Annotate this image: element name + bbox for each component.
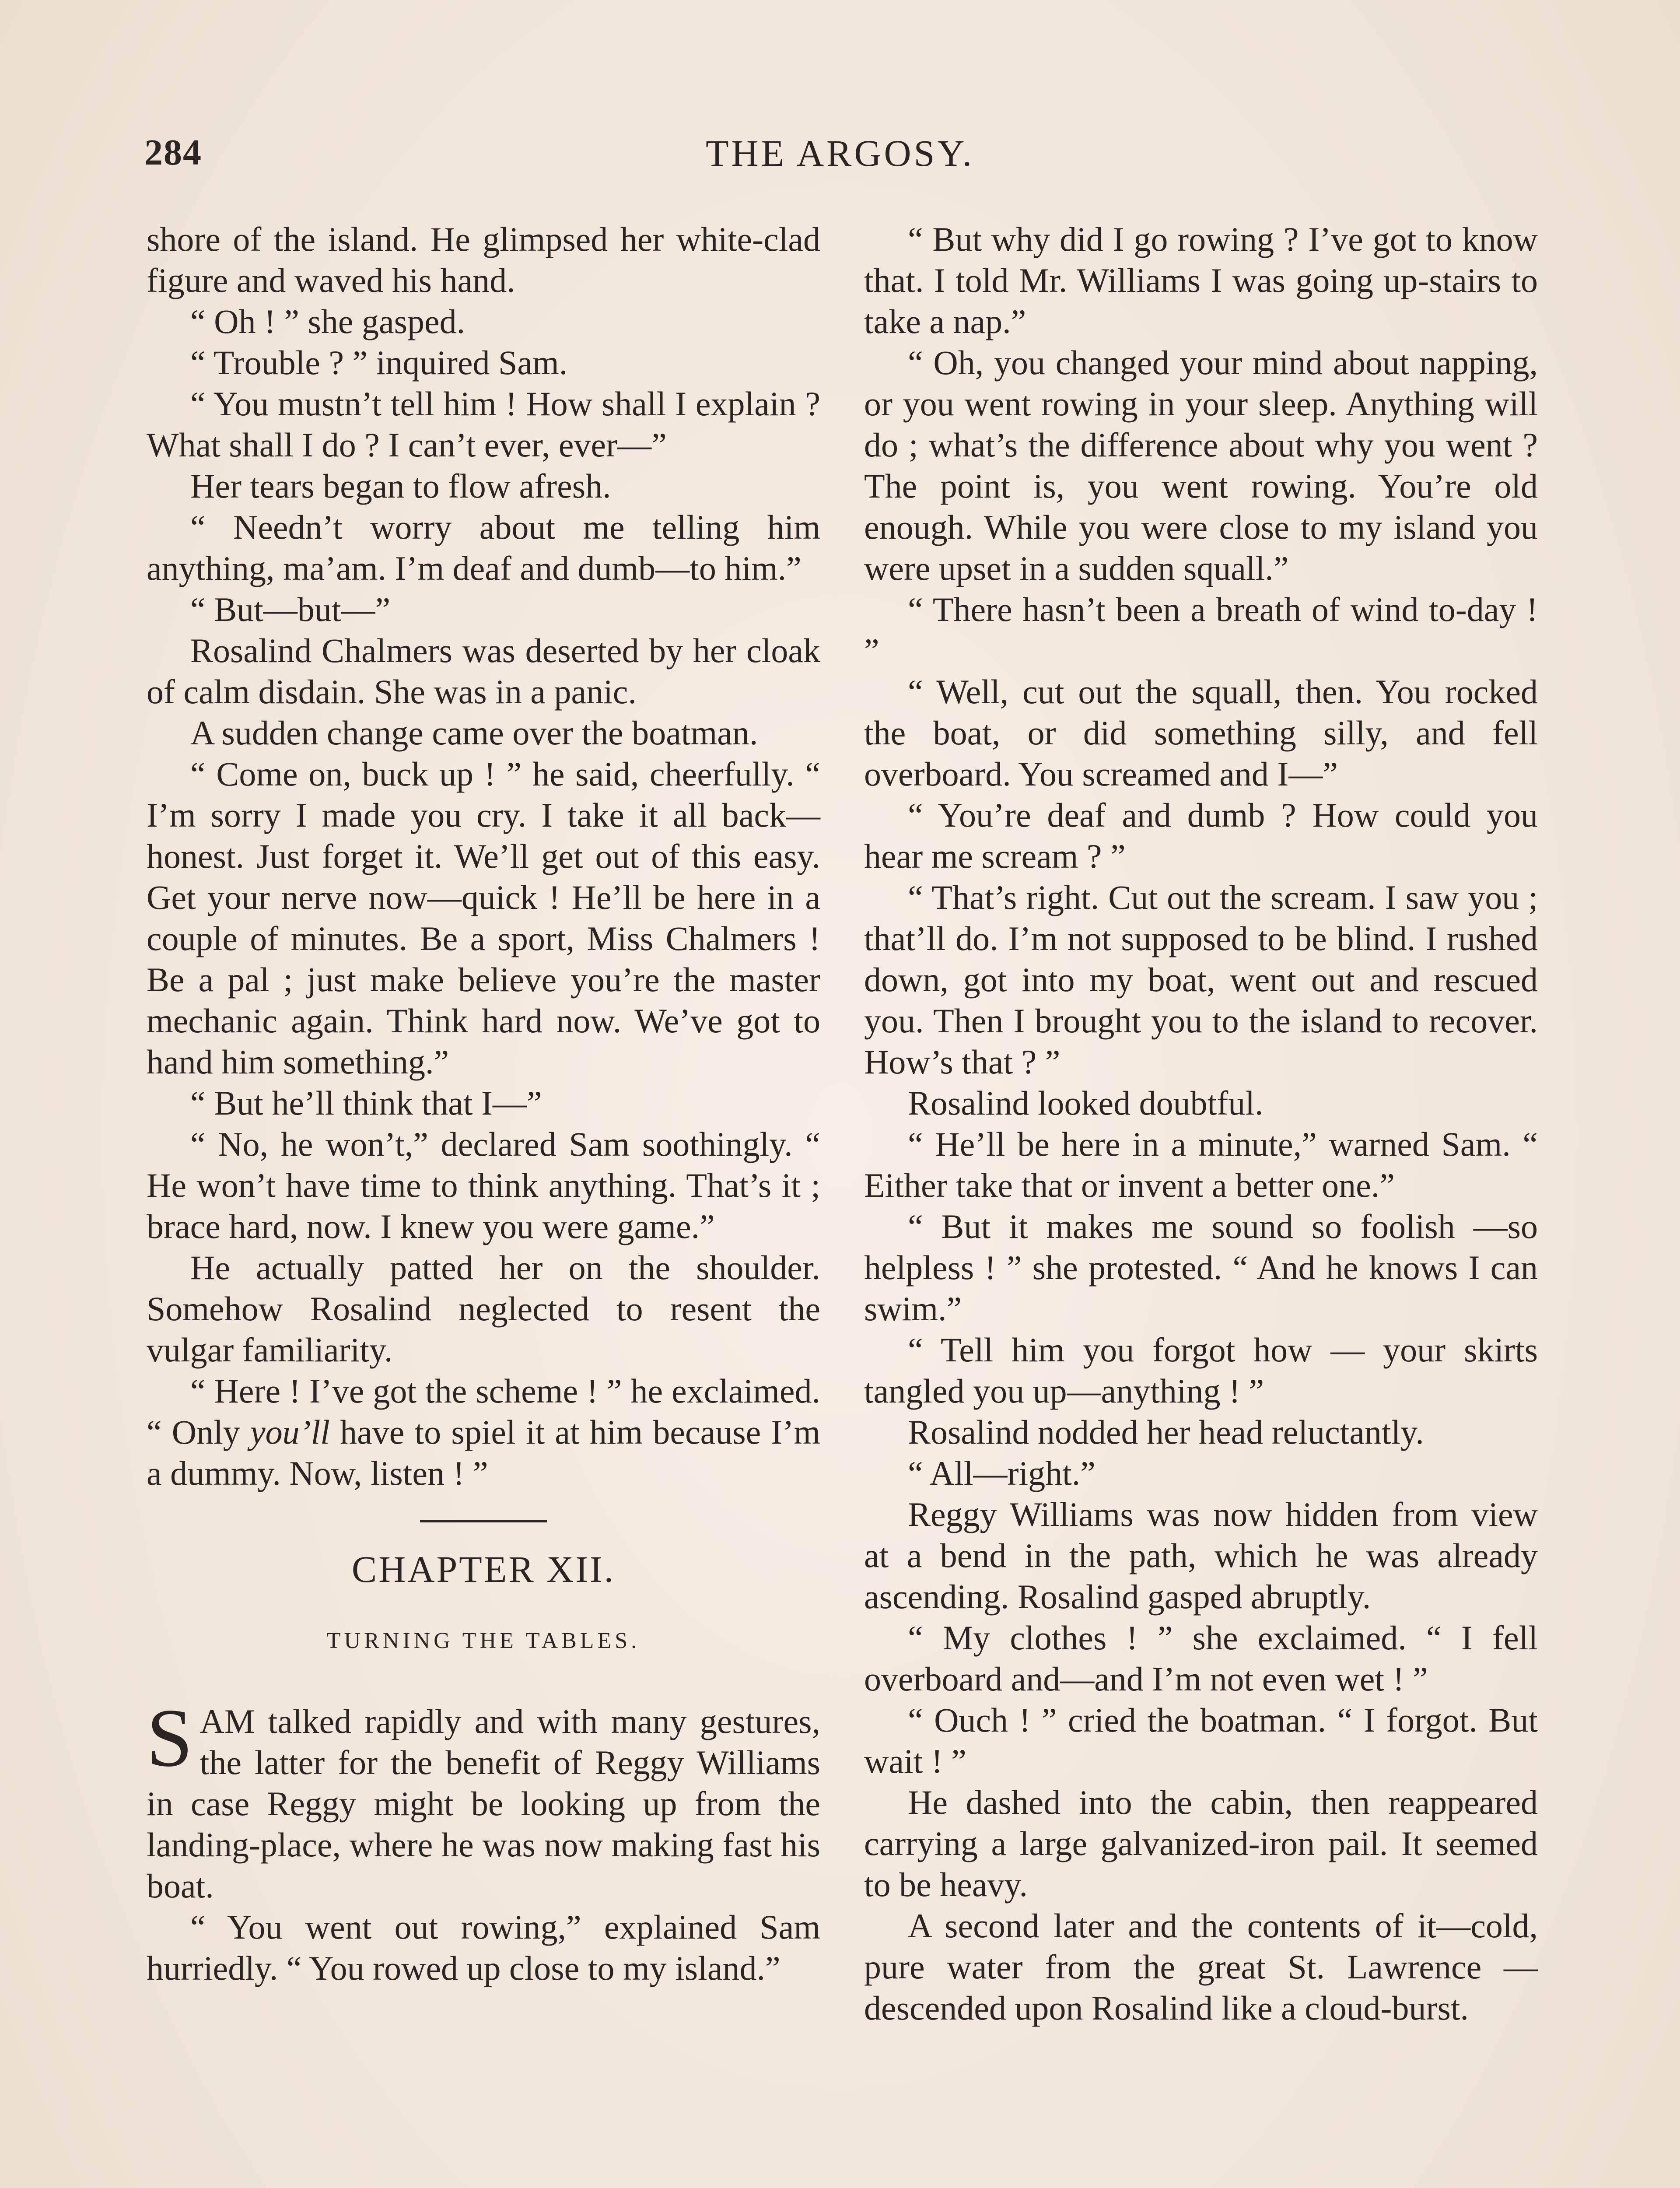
paragraph: “ Oh ! ” she gasped. xyxy=(190,302,466,340)
paragraph: Rosalind looked doubtful. xyxy=(908,1084,1264,1122)
left-column-after-chapter xyxy=(147,1907,820,1989)
paragraph-text: have to spiel it at him because I’m a dummy. Now, listen ! ” xyxy=(147,1413,820,1492)
paragraph: “ You went out rowing,” explained Sam hurriedly. “ You rowed up close to my island.” xyxy=(147,1908,820,1987)
paragraph: “ You mustn’t tell him ! How shall I explain ? What shall I do ? I can’t ever, ever—” xyxy=(147,385,820,464)
paragraph: A sudden change came over the boatman. xyxy=(190,714,758,752)
left-column xyxy=(147,219,820,1989)
right-column xyxy=(864,219,1538,2029)
paragraph: “ Ouch ! ” cried the boatman. “ I forgot. But wait ! ” xyxy=(864,1701,1538,1780)
paragraph-text: “ Here ! I’ve got the scheme ! ” he exclaimed. “ Only xyxy=(147,1372,820,1451)
right-column-paragraphs xyxy=(864,219,1538,2029)
paragraph: “ You’re deaf and dumb ? How could you hear me scream ? ” xyxy=(864,796,1538,875)
paragraph: “ Needn’t worry about me telling him anything, ma’am. I’m deaf and dumb—to him.” xyxy=(147,508,820,587)
paragraph: He dashed into the cabin, then reappeared carrying a large galvanized-iron pail. It seemed to be heavy. xyxy=(864,1783,1538,1904)
paragraph: “ All—right.” xyxy=(908,1454,1096,1492)
page-number: 284 xyxy=(144,132,202,173)
paragraph: “ No, he won’t,” declared Sam soothingly. “ He won’t have time to think anything. That’s it ; brace hard, now. I knew you were game.” xyxy=(147,1125,820,1245)
paragraph: “ But he’ll think that I—” xyxy=(190,1084,542,1122)
paragraph-text: AM talked rapidly and with many gestures, the latter for the benefit of Reggy Williams in case Reggy might be looking up from the landing-place, where he was now making fast his boat. xyxy=(147,1702,820,1905)
section-rule xyxy=(420,1520,547,1522)
paragraph: “ Come on, buck up ! ” he said, cheerfully. “ I’m sorry I made you cry. I take it all back—honest. Just forget it. We’ll get out of this easy. Get your nerve now—quick ! He’ll be here in a couple of minutes. Be a sport, Miss Chalmers ! Be a pal ; just make believe you’re the master mechanic again. Think hard now. We’ve got to hand him something.” xyxy=(147,755,820,1081)
paragraph: shore of the island. He glimpsed her white-clad figure and waved his hand. xyxy=(147,220,820,299)
paragraph: “ But why did I go rowing ? I’ve got to know that. I told Mr. Williams I was going up-stairs to take a nap.” xyxy=(864,220,1538,340)
chapter-opening-paragraph xyxy=(147,1692,820,1907)
paragraph: Her tears began to flow afresh. xyxy=(190,467,611,505)
paragraph xyxy=(147,1371,820,1494)
paragraph: Rosalind nodded her head reluctantly. xyxy=(908,1413,1424,1451)
paragraph: “ But it makes me sound so foolish —so helpless ! ” she protested. “ And he knows I can swim.” xyxy=(864,1207,1538,1328)
paragraph: “ Well, cut out the squall, then. You rocked the boat, or did something silly, and fell overboard. You screamed and I—” xyxy=(864,673,1538,793)
running-head: THE ARGOSY. xyxy=(706,132,974,174)
emphasis-text: you’ll xyxy=(250,1413,330,1451)
drop-cap: S xyxy=(147,1692,193,1784)
left-column-paragraphs xyxy=(147,219,820,1371)
paragraph: A second later and the contents of it—cold, pure water from the great St. Lawrence — descended upon Rosalind like a cloud-burst. xyxy=(864,1907,1538,2027)
paragraph: “ Tell him you forgot how — your skirts tangled you up—anything ! ” xyxy=(864,1331,1538,1410)
page-header xyxy=(144,131,1536,184)
paragraph: “ He’ll be here in a minute,” warned Sam. “ Either take that or invent a better one.” xyxy=(864,1125,1538,1204)
chapter-title: CHAPTER XII. xyxy=(351,1548,616,1590)
paragraph: Rosalind Chalmers was deserted by her cloak of calm disdain. She was in a panic. xyxy=(147,631,820,711)
paragraph: “ But—but—” xyxy=(190,590,391,628)
paragraph: “ There hasn’t been a breath of wind to-day ! ” xyxy=(864,590,1538,670)
chapter-subtitle: TURNING THE TABLES. xyxy=(326,1628,640,1653)
paragraph: “ Trouble ? ” inquired Sam. xyxy=(190,344,568,382)
paragraph: He actually patted her on the shoulder. Somehow Rosalind neglected to resent the vulgar familiarity. xyxy=(147,1248,820,1369)
paragraph: “ My clothes ! ” she exclaimed. “ I fell overboard and—and I’m not even wet ! ” xyxy=(864,1619,1538,1698)
paragraph: “ That’s right. Cut out the scream. I saw you ; that’ll do. I’m not supposed to be blind. I rushed down, got into my boat, went out and rescued you. Then I brought you to the island to recover. How’s that ? ” xyxy=(864,878,1538,1081)
paragraph: Reggy Williams was now hidden from view at a bend in the path, which he was already ascending. Rosalind gasped abruptly. xyxy=(864,1495,1538,1616)
paragraph: “ Oh, you changed your mind about napping, or you went rowing in your sleep. Anything will do ; what’s the difference about why you went ? The point is, you went rowing. You’re old enough. While you were close to my island you were upset in a sudden squall.” xyxy=(864,344,1538,587)
